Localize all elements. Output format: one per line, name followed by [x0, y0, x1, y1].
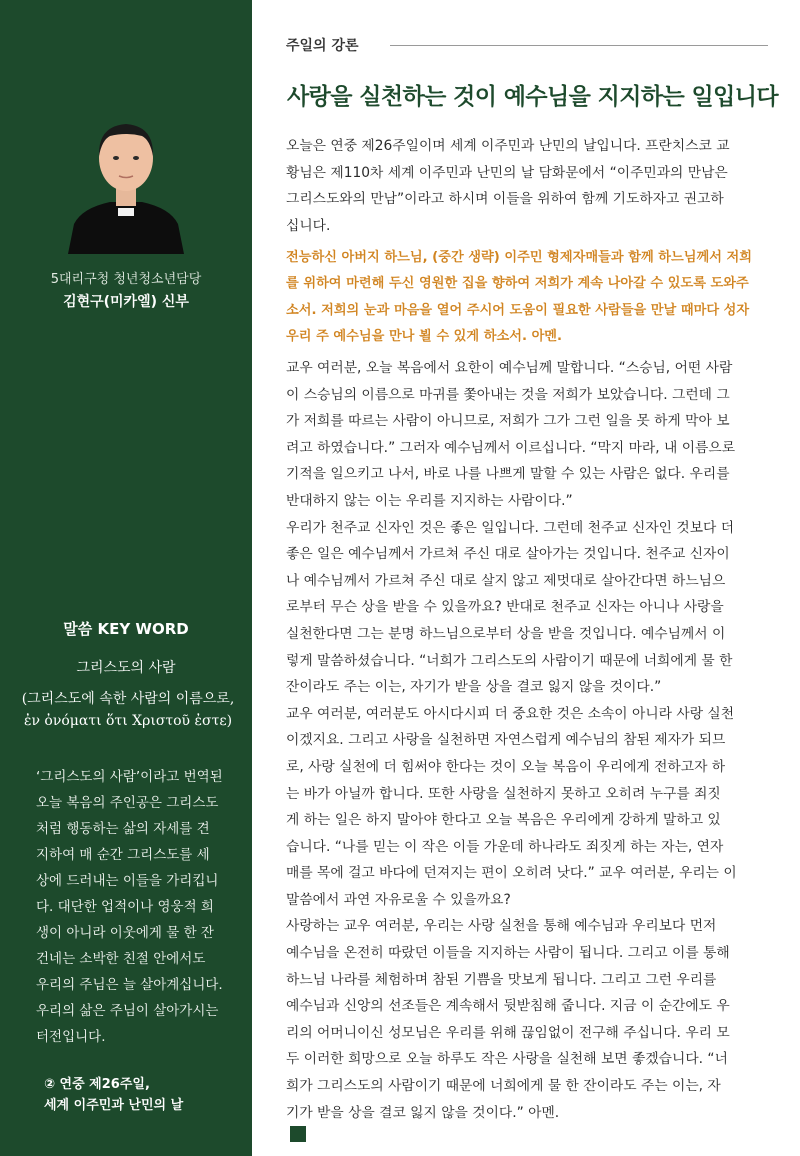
prayer-line: 를 위하여 마련해 두신 영원한 집을 향하여 저희가 계속 나아갈 수 있도록 도와주: [286, 276, 749, 292]
end-mark-icon: [290, 1126, 306, 1142]
keyword-line: 처럼 행동하는 삶의 자세를 견: [36, 821, 210, 837]
text-line: 이겠지요. 그리고 사랑을 실천하면 자연스럽게 예수님의 참된 제자가 되므: [286, 732, 726, 749]
text-line: 나 예수님께서 가르쳐 주신 대로 살지 않고 제멋대로 살아간다면 하느님으: [286, 572, 726, 589]
keyword-line: 우리의 삶은 주님이 살아가시는: [36, 1003, 219, 1019]
text-line: 십니다.: [286, 217, 331, 234]
prayer-line: 소서. 저희의 눈과 마음을 열어 주시어 도움이 필요한 사람들을 만날 때마다 성자: [286, 302, 750, 318]
text-line: 우리가 천주교 신자인 것은 좋은 일입니다. 그런데 천주교 신자인 것보다 더: [286, 519, 735, 536]
text-line: 예수님과 신앙의 선조들은 계속해서 뒷받침해 줍니다. 지금 이 순간에도 우: [286, 998, 730, 1015]
text-line: 말씀에서 과연 자유로울 수 있을까요?: [286, 891, 511, 908]
text-line: 그리스도와의 만남”이라고 하시며 이들을 위하여 함께 기도하자고 권고하: [286, 191, 724, 208]
text-line: 기가 받을 상을 결코 잃지 않을 것이다.” 아멘.: [286, 1104, 560, 1121]
section-label: 주일의 강론: [286, 38, 359, 54]
homily-body: [286, 355, 772, 1142]
article-title: 사랑을 실천하는 것이 예수님을 지지하는 일입니다: [287, 84, 779, 110]
text-line: 희가 그리스도의 사람이기 때문에 너희에게 물 한 잔이라도 주는 이는, 자: [286, 1078, 721, 1095]
text-line: 좋은 일은 예수님께서 가르쳐 주신 대로 살아가는 것입니다. 천주교 신자이: [286, 546, 730, 563]
author-name: 김현구(미카엘) 신부: [63, 294, 189, 310]
text-line: 로, 사랑 실천에 더 힘써야 한다는 것이 오늘 복음이 우리에게 전하고자 하: [286, 758, 726, 775]
keyword-line: 터전입니다.: [36, 1029, 106, 1045]
keyword-line: ‘그리스도의 사람’이라고 번역된: [36, 769, 223, 785]
keyword-title: 말씀 KEY WORD: [63, 620, 189, 638]
last-text-line: [286, 1100, 772, 1143]
text-line: 습니다. “나를 믿는 이 작은 이들 가운데 하나라도 죄짓게 하는 자는, 연자: [286, 838, 724, 855]
text-line: 게 하는 일은 하지 말아야 한다고 오늘 복음은 우리에게 강하게 말하고 있: [286, 812, 721, 829]
text-line: 하느님 나라를 체험하며 참된 기쁨을 맛보게 됩니다. 그리고 그런 우리를: [286, 971, 717, 988]
prayer-quote: [286, 245, 772, 351]
keyword-explanation: [36, 764, 226, 1050]
keyword-line: 다. 대단한 업적이나 영웅적 희: [36, 899, 214, 915]
text-line: 반대하지 않는 이는 우리를 지지하는 사람이다.”: [286, 492, 573, 509]
author-role: 5대리구청 청년청소년담당: [50, 272, 202, 287]
date-line-2: 세계 이주민과 난민의 날: [44, 1098, 184, 1113]
text-line: 로부터 무슨 상을 받을 수 있을까요? 반대로 천주교 신자는 아니나 사랑을: [286, 599, 724, 616]
keyword-line: 우리의 주님은 늘 살아계십니다.: [36, 977, 223, 993]
text-line: 리의 어머니이신 성모님은 우리를 위해 끊임없이 전구해 주십니다. 우리 모: [286, 1024, 730, 1041]
text-line: 오늘은 연중 제26주일이며 세계 이주민과 난민의 날입니다. 프란치스코 교: [286, 138, 730, 154]
text-line: 는 바가 아닐까 합니다. 또한 사랑을 실천하지 못하고 오히려 누구를 죄짓: [286, 785, 721, 802]
keyword-line: 생이 아니라 이웃에게 물 한 잔: [36, 925, 214, 941]
liturgical-date: [44, 1074, 183, 1116]
text-line: 매를 목에 걸고 바다에 던져지는 편이 오히려 낫다.” 교우 여러분, 우리는 이: [286, 865, 737, 882]
keyword-gloss-greek: ἐν ὀνόματι ὅτι Χριστοῦ ἐστε): [23, 713, 233, 729]
text-line: 려고 하였습니다.” 그러자 예수님께서 이르십니다. “막지 마라, 내 이름으로: [286, 439, 736, 456]
author-photo: [66, 112, 186, 254]
text-line: 두 이러한 희망으로 오늘 하루도 작은 사랑을 실천해 보면 좋겠습니다. “너: [286, 1051, 728, 1068]
header-divider: [390, 45, 768, 46]
keyword-line: 오늘 복음의 주인공은 그리스도: [36, 795, 219, 811]
text-line: 실천한다면 그는 분명 하느님으로부터 상을 받을 것입니다. 예수님께서 이: [286, 625, 726, 642]
text-line: 렇게 말씀하셨습니다. “너희가 그리스도의 사람이기 때문에 너희에게 물 한: [286, 652, 733, 669]
text-line: 예수님을 온전히 따랐던 이들을 지지하는 사람이 됩니다. 그리고 이를 통해: [286, 945, 730, 962]
text-line: 황님은 제110차 세계 이주민과 난민의 날 담화문에서 “이주민과의 만남은: [286, 164, 728, 181]
sidebar: [0, 0, 252, 1156]
text-line: 사랑하는 교우 여러분, 우리는 사랑 실천을 통해 예수님과 우리보다 먼저: [286, 918, 717, 935]
prayer-line: 전능하신 아버지 하느님, (중간 생략) 이주민 형제자매들과 함께 하느님께서 저희: [286, 250, 753, 265]
keyword-term: 그리스도의 사람: [76, 660, 176, 676]
keyword-gloss: [8, 688, 248, 732]
keyword-line: 건네는 소박한 친절 안에서도: [36, 951, 206, 967]
text-line: 가 저희를 따르는 사람이 아니므로, 저희가 그가 그런 일을 못 하게 막아 보: [286, 413, 730, 430]
text-line: 이 스승님의 이름으로 마귀를 쫓아내는 것을 저희가 보았습니다. 그런데 그: [286, 386, 730, 403]
date-line-1: ② 연중 제26주일,: [44, 1077, 150, 1092]
text-line: 교우 여러분, 오늘 복음에서 요한이 예수님께 말합니다. “스승님, 어떤 사람: [286, 360, 733, 376]
text-line: 잔이라도 주는 이는, 자기가 받을 상을 결코 잃지 않을 것이다.”: [286, 679, 662, 696]
keyword-line: 지하여 매 순간 그리스도를 세: [36, 847, 210, 863]
prayer-line: 우리 주 예수님을 만나 뵐 수 있게 하소서. 아멘.: [286, 329, 563, 345]
keyword-gloss-korean: (그리스도에 속한 사람의 이름으로,: [21, 691, 235, 707]
intro-paragraph: [286, 133, 772, 239]
text-line: 교우 여러분, 여러분도 아시다시피 더 중요한 것은 소속이 아니라 사랑 실천: [286, 705, 735, 722]
keyword-line: 상에 드러내는 이들을 가리킵니: [36, 873, 219, 889]
text-line: 기적을 일으키고 나서, 바로 나를 나쁘게 말할 수 있는 사람은 없다. 우리를: [286, 466, 730, 483]
